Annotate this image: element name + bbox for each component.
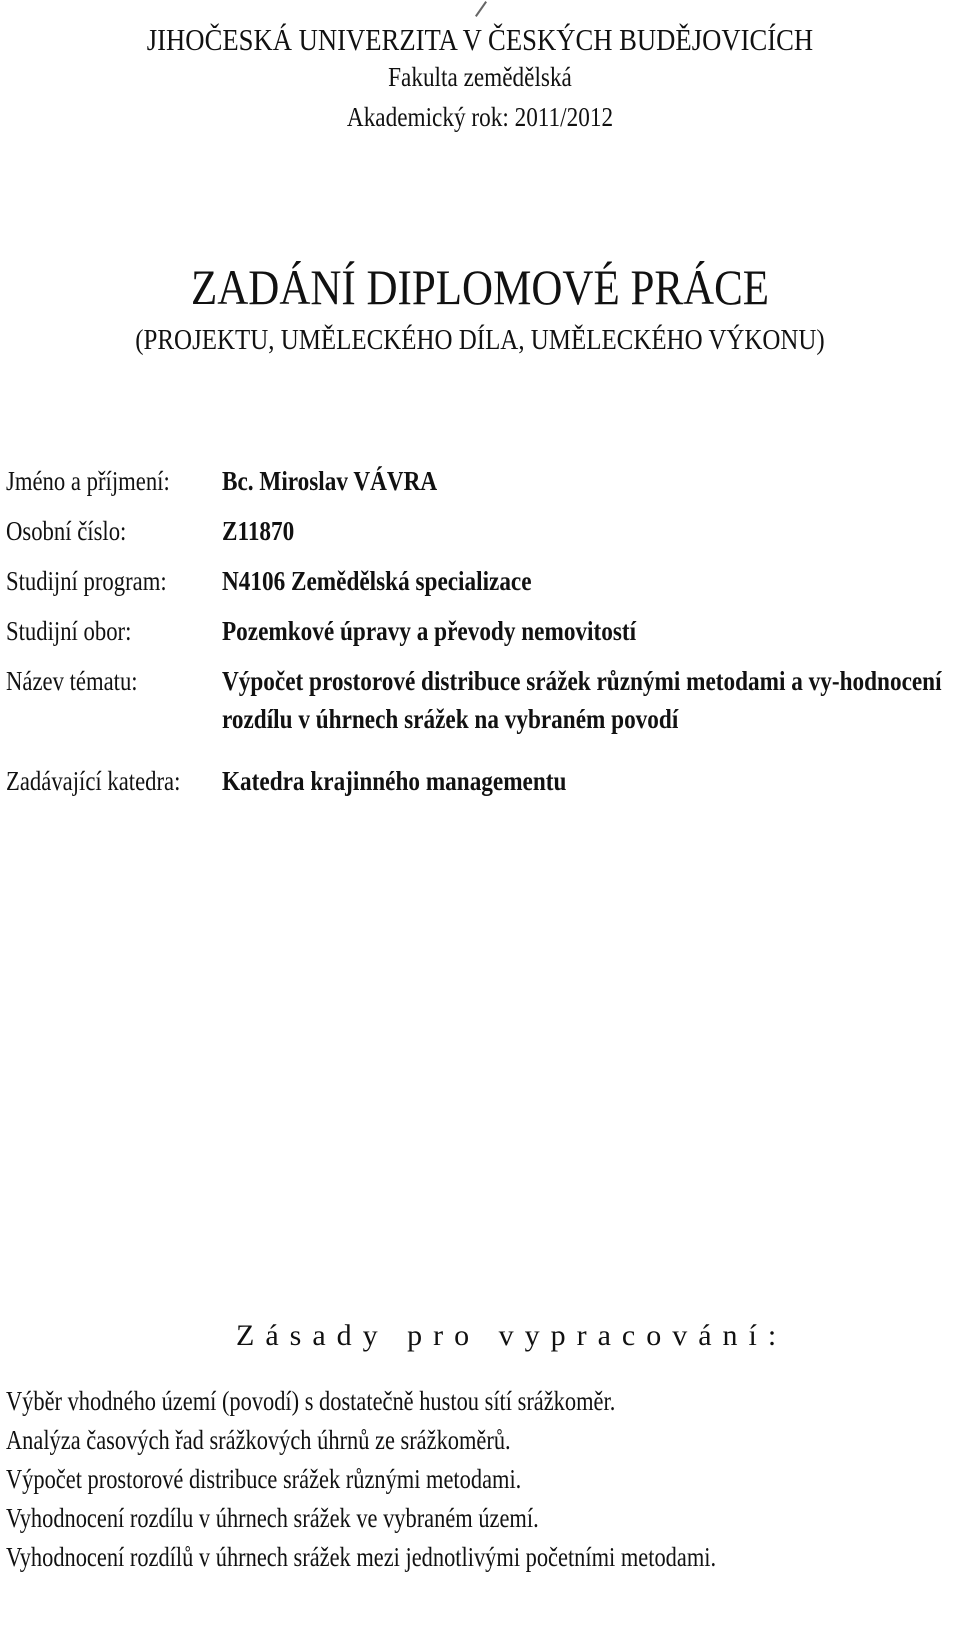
pen-stroke-mark (475, 1, 487, 17)
principles-list (6, 1382, 862, 1577)
field-value: N4106 Zemědělská specializace (222, 566, 532, 596)
field-label: Název tématu: (6, 666, 138, 696)
faculty-name: Fakulta zemědělská (388, 62, 572, 92)
field-value: Bc. Miroslav VÁVRA (222, 466, 438, 496)
field-value: Výpočet prostorové distribuce srážek různými metodami a vy-hodnocení rozdílu v úhrnech srážek na vybraném povodí (222, 666, 942, 734)
list-item: Výpočet prostorové distribuce srážek různými metodami. (6, 1464, 522, 1494)
list-item: Vyhodnocení rozdílu v úhrnech srážek ve vybraném území. (6, 1503, 539, 1533)
list-item: Analýza časových řad srážkových úhrnů ze srážkoměrů. (6, 1425, 511, 1455)
field-value: Z11870 (222, 516, 295, 546)
field-label: Zadávající katedra: (6, 766, 181, 796)
principles-heading: Zásady pro vypracování: (236, 1319, 788, 1352)
document-subtitle: (PROJEKTU, UMĚLECKÉHO DÍLA, UMĚLECKÉHO VÝKONU) (135, 324, 825, 356)
university-name: JIHOČESKÁ UNIVERZITA V ČESKÝCH BUDĚJOVICÍCH (146, 22, 814, 57)
academic-year: Akademický rok: 2011/2012 (346, 102, 614, 132)
list-item: Vyhodnocení rozdílů v úhrnech srážek mezi jednotlivými početními metodami. (6, 1542, 717, 1572)
field-value: Katedra krajinného managementu (222, 766, 567, 796)
field-label: Jméno a příjmení: (6, 466, 170, 496)
field-value: Pozemkové úpravy a převody nemovitostí (222, 616, 637, 646)
list-item: Výběr vhodného území (povodí) s dostatečně hustou sítí srážkoměr. (6, 1386, 616, 1416)
field-label: Studijní program: (6, 566, 167, 596)
field-label: Osobní číslo: (6, 516, 127, 546)
document-title: ZADÁNÍ DIPLOMOVÉ PRÁCE (190, 259, 770, 315)
field-label: Studijní obor: (6, 616, 132, 646)
